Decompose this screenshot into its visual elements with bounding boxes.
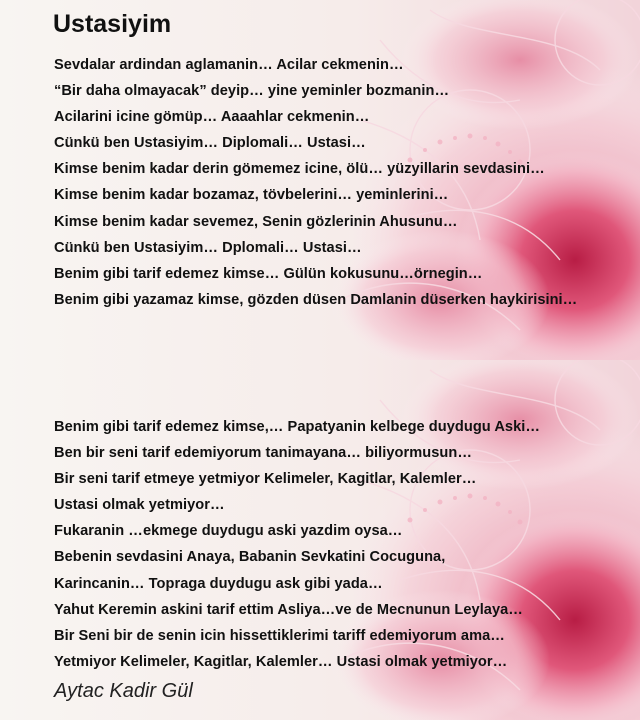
poem-line: Kimse benim kadar derin gömemez icine, ölü… yüzyillarin sevdasini…: [54, 161, 545, 178]
poem-line: “Bir daha olmayacak” deyip… yine yeminler bozmanin…: [54, 83, 450, 100]
poem-line: Bebenin sevdasini Anaya, Babanin Sevkatini Cocuguna,: [54, 549, 446, 566]
poem-stanza-1: [54, 52, 577, 313]
poem-author: Aytac Kadir Gül: [54, 680, 193, 702]
poem-line: Fukaranin …ekmege duydugu aski yazdim oysa…: [54, 523, 403, 540]
poem-line: Cünkü ben Ustasiyim… Diplomali… Ustasi…: [54, 135, 366, 152]
poem-line: Benim gibi tarif edemez kimse… Gülün kokusunu…örnegin…: [54, 265, 483, 282]
poem-line: Kimse benim kadar bozamaz, tövbelerini… yeminlerini…: [54, 187, 449, 204]
poem-line: Karincanin… Topraga duydugu ask gibi yada…: [54, 575, 383, 592]
poem-line: Benim gibi yazamaz kimse, gözden düsen Damlanin düserken haykirisini…: [54, 291, 578, 308]
poem-stanza-2: [54, 414, 540, 675]
poem-line: Sevdalar ardindan aglamanin… Acilar cekmenin…: [54, 57, 404, 73]
poem-line: Acilarini icine gömüp… Aaaahlar cekmenin…: [54, 109, 370, 126]
poem-line: Cünkü ben Ustasiyim… Dplomali… Ustasi…: [54, 239, 362, 256]
poem-line: Kimse benim kadar sevemez, Senin gözlerinin Ahusunu…: [54, 213, 458, 230]
poem-line: Ustasi olmak yetmiyor…: [54, 497, 225, 514]
poem-title: Ustasiyim: [53, 10, 172, 38]
poem-line: Benim gibi tarif edemez kimse,… Papatyanin kelbege duydugu Aski…: [54, 419, 540, 435]
poem-line: Bir Seni bir de senin icin hissettiklerimi tariff edemiyorum ama…: [54, 627, 505, 644]
poem-line: Yetmiyor Kelimeler, Kagitlar, Kalemler… Ustasi olmak yetmiyor…: [54, 653, 508, 670]
poem-line: Bir seni tarif etmeye yetmiyor Kelimeler, Kagitlar, Kalemler…: [54, 471, 477, 488]
poem-line: Yahut Keremin askini tarif ettim Asliya…ve de Mecnunun Leylaya…: [54, 601, 523, 618]
poem-line: Ben bir seni tarif edemiyorum tanimayana… biliyormusun…: [54, 445, 472, 462]
